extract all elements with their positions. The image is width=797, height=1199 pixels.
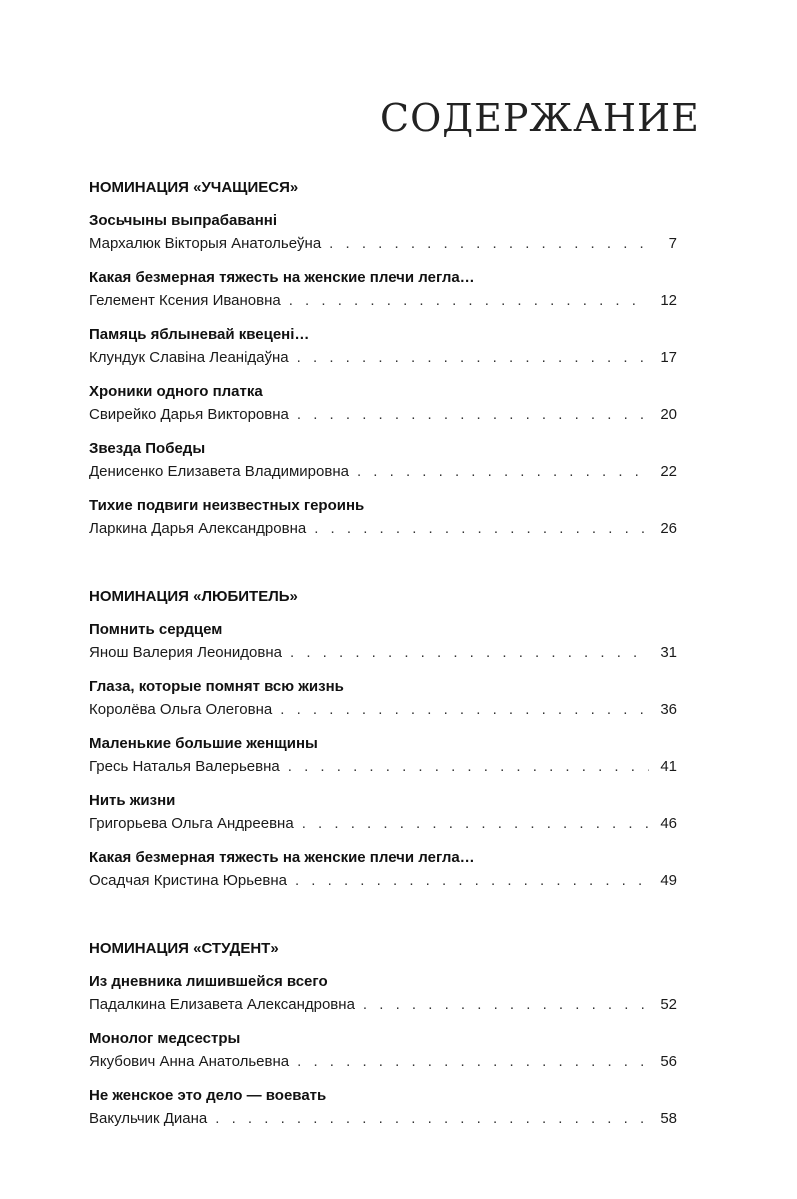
- entry-author: Вакульчик Диана: [89, 1110, 208, 1127]
- table-of-contents: [89, 176, 677, 1131]
- entry-title: Монолог медсестры: [89, 1030, 241, 1047]
- entry-title: Какая безмерная тяжесть на женские плечи легла…: [89, 849, 475, 866]
- entry-title: Памяць яблыневай квецені…: [89, 326, 310, 343]
- section-heading: НОМИНАЦИЯ «СТУДЕНТ»: [89, 940, 279, 957]
- entry-page-number: 26: [660, 520, 677, 537]
- toc-entry[interactable]: [89, 733, 677, 779]
- section-heading: НОМИНАЦИЯ «УЧАЩИЕСЯ»: [89, 179, 299, 196]
- dot-leader: [329, 232, 649, 256]
- entry-page-number: 52: [660, 996, 677, 1013]
- entry-page-number: 36: [660, 701, 677, 718]
- entry-author: Падалкина Елизавета Александровна: [89, 996, 355, 1013]
- entry-line: [89, 403, 677, 427]
- dot-leader: [302, 812, 649, 836]
- entry-author: Янош Валерия Леонидовна: [89, 644, 282, 661]
- dot-leader: [280, 698, 649, 722]
- dot-leader: [363, 993, 649, 1017]
- entry-line: [89, 517, 677, 541]
- entry-page-number: 7: [668, 235, 677, 252]
- toc-section: [89, 937, 677, 1131]
- entry-line: [89, 755, 677, 779]
- entry-page-number: 22: [660, 463, 677, 480]
- entry-author: Свирейко Дарья Викторовна: [89, 406, 289, 423]
- toc-entry[interactable]: [89, 1028, 677, 1074]
- dot-leader: [297, 346, 649, 370]
- dot-leader: [289, 289, 649, 313]
- toc-entry[interactable]: [89, 324, 677, 370]
- entry-line: [89, 869, 677, 893]
- entry-author: Мархалюк Вікторыя Анатольеўна: [89, 235, 322, 252]
- entry-page-number: 46: [660, 815, 677, 832]
- entry-line: [89, 812, 677, 836]
- entry-author: Якубович Анна Анатольевна: [89, 1053, 290, 1070]
- entry-page-number: 20: [660, 406, 677, 423]
- page-title: СОДЕРЖАНИЕ: [380, 96, 700, 140]
- toc-section: [89, 585, 677, 893]
- entry-author: Гресь Наталья Валерьевна: [89, 758, 280, 775]
- entry-author: Денисенко Елизавета Владимировна: [89, 463, 349, 480]
- toc-entry[interactable]: [89, 1085, 677, 1131]
- toc-entry[interactable]: [89, 381, 677, 427]
- entry-author: Королёва Ольга Олеговна: [89, 701, 273, 718]
- entry-line: [89, 1050, 677, 1074]
- entry-line: [89, 1107, 677, 1131]
- toc-entry[interactable]: [89, 438, 677, 484]
- dot-leader: [288, 755, 649, 779]
- entry-line: [89, 346, 677, 370]
- entry-line: [89, 993, 677, 1017]
- toc-entry[interactable]: [89, 210, 677, 256]
- entry-page-number: 41: [660, 758, 677, 775]
- toc-entry[interactable]: [89, 847, 677, 893]
- dot-leader: [297, 1050, 649, 1074]
- dot-leader: [314, 517, 649, 541]
- entry-page-number: 58: [660, 1110, 677, 1127]
- toc-entry[interactable]: [89, 676, 677, 722]
- toc-entry[interactable]: [89, 790, 677, 836]
- toc-entry[interactable]: [89, 619, 677, 665]
- toc-entry[interactable]: [89, 495, 677, 541]
- entry-title: Не женское это дело — воевать: [89, 1087, 327, 1104]
- entry-title: Какая безмерная тяжесть на женские плечи легла…: [89, 269, 475, 286]
- toc-entry[interactable]: [89, 971, 677, 1017]
- entry-author: Осадчая Кристина Юрьевна: [89, 872, 287, 889]
- dot-leader: [215, 1107, 649, 1131]
- entry-title: Глаза, которые помнят всю жизнь: [89, 678, 344, 695]
- entry-line: [89, 289, 677, 313]
- entry-page-number: 49: [660, 872, 677, 889]
- toc-section: [89, 176, 677, 541]
- section-heading: НОМИНАЦИЯ «ЛЮБИТЕЛЬ»: [89, 588, 298, 605]
- dot-leader: [297, 403, 649, 427]
- entry-title: Из дневника лишившейся всего: [89, 973, 328, 990]
- entry-page-number: 12: [660, 292, 677, 309]
- entry-title: Помнить сердцем: [89, 621, 223, 638]
- entry-author: Клундук Славіна Леанідаўна: [89, 349, 289, 366]
- entry-author: Гелемент Ксения Ивановна: [89, 292, 281, 309]
- entry-title: Нить жизни: [89, 792, 176, 809]
- dot-leader: [357, 460, 649, 484]
- entry-author: Ларкина Дарья Александровна: [89, 520, 307, 537]
- dot-leader: [295, 869, 649, 893]
- entry-title: Зосьчыны выпрабаванні: [89, 212, 278, 229]
- entry-title: Тихие подвиги неизвестных героинь: [89, 497, 365, 514]
- entry-line: [89, 232, 677, 256]
- dot-leader: [290, 641, 649, 665]
- entry-page-number: 17: [660, 349, 677, 366]
- entry-page-number: 31: [660, 644, 677, 661]
- entry-title: Звезда Победы: [89, 440, 206, 457]
- entry-title: Хроники одного платка: [89, 383, 263, 400]
- entry-line: [89, 698, 677, 722]
- entry-line: [89, 460, 677, 484]
- toc-entry[interactable]: [89, 267, 677, 313]
- entry-line: [89, 641, 677, 665]
- entry-author: Григорьева Ольга Андреевна: [89, 815, 294, 832]
- entry-title: Маленькие большие женщины: [89, 735, 318, 752]
- entry-page-number: 56: [660, 1053, 677, 1070]
